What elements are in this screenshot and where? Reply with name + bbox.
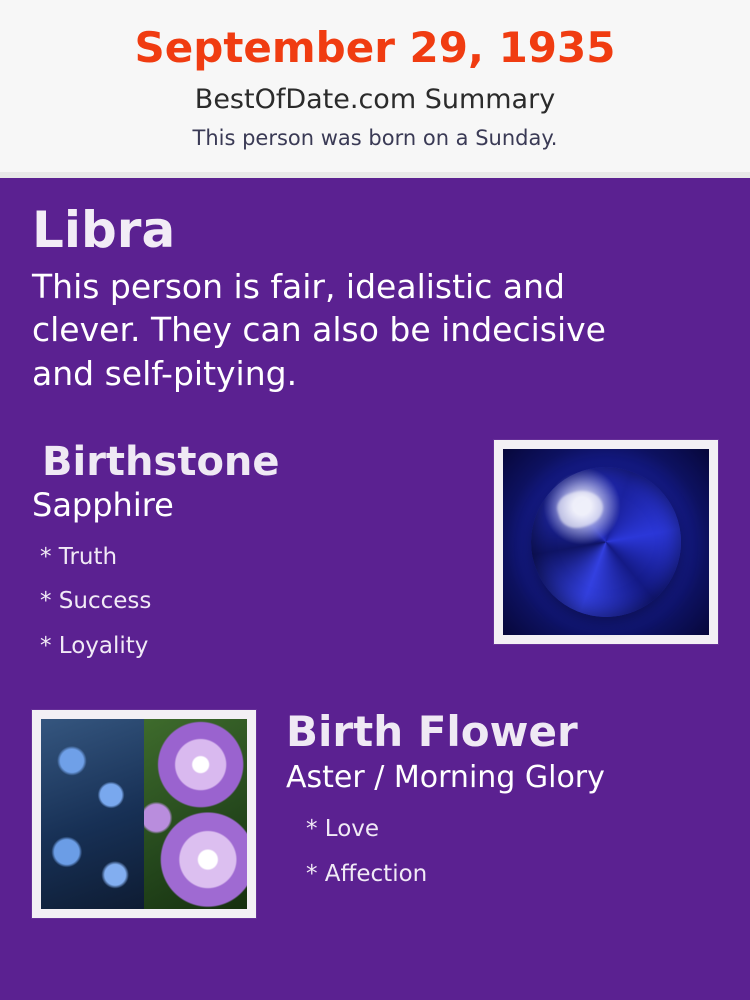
flower-photo-pair <box>41 719 247 909</box>
gem-icon <box>531 467 681 617</box>
sapphire-gem-photo <box>503 449 709 635</box>
site-summary-label: BestOfDate.com Summary <box>194 84 556 116</box>
birth-flower-heading: Birth Flower <box>286 707 578 757</box>
birthstone-text <box>32 440 462 669</box>
birthstone-name: Sapphire <box>32 486 174 525</box>
list-item: * Truth <box>40 543 118 570</box>
birth-flower-image <box>32 710 256 918</box>
birth-flower-text <box>282 707 697 897</box>
born-day-text: This person was born on a Sunday. <box>192 126 558 151</box>
zodiac-description: This person is fair, idealistic and clever. They can also be indecisive and self-pitying. <box>32 266 606 394</box>
list-item: * Success <box>40 588 152 615</box>
zodiac-name: Libra <box>32 201 176 259</box>
zodiac-section <box>32 201 718 396</box>
birthstone-traits <box>32 535 462 670</box>
page-title: September 29, 1935 <box>134 23 616 72</box>
birth-flower-traits <box>282 807 697 897</box>
birth-flower-section <box>32 707 718 925</box>
aster-photo <box>41 719 144 909</box>
birthstone-image <box>494 440 718 644</box>
card-header <box>0 0 750 178</box>
list-item: * Loyality <box>40 633 149 660</box>
list-item: * Love <box>306 816 380 843</box>
birthstone-section <box>32 440 718 670</box>
morning-glory-photo <box>144 719 247 909</box>
birthstone-heading: Birthstone <box>42 439 280 486</box>
card-body <box>0 178 750 994</box>
list-item: * Affection <box>306 861 428 888</box>
birth-flower-name: Aster / Morning Glory <box>286 760 605 796</box>
